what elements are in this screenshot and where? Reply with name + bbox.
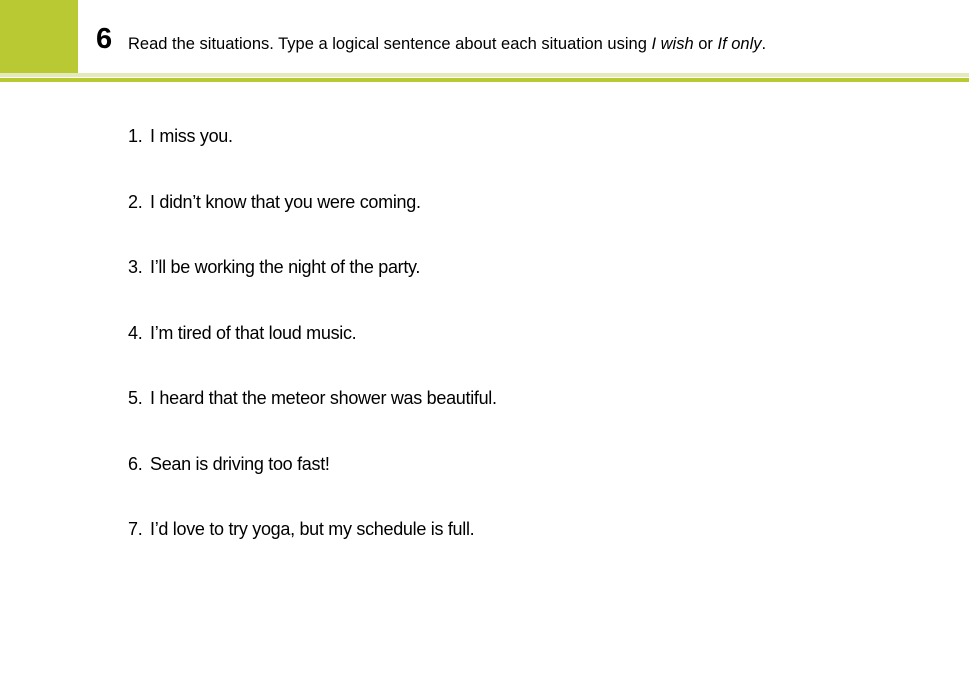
situation-item (128, 386, 497, 452)
situation-item (128, 255, 497, 321)
situation-list (128, 124, 497, 583)
header-rule (0, 78, 969, 82)
item-number: 7. (128, 519, 143, 539)
item-number: 2. (128, 191, 143, 212)
item-number: 5. (128, 388, 143, 408)
item-text: I’m tired of that loud music. (150, 322, 357, 343)
accent-block (0, 0, 78, 73)
item-number: 3. (128, 257, 143, 277)
situation-item (128, 190, 497, 256)
instruction-text-2: or (693, 35, 718, 53)
instruction-text-3: . (761, 35, 767, 53)
item-number: 4. (128, 322, 143, 343)
item-number: 1. (128, 126, 143, 146)
instruction-italic-1: I wish (651, 35, 694, 53)
exercise-instruction (128, 34, 766, 54)
exercise-header (0, 0, 969, 80)
situation-item (128, 517, 497, 583)
item-text: I didn’t know that you were coming. (150, 191, 421, 212)
header-shadow-rule (0, 73, 969, 77)
exercise-number: 6 (96, 23, 113, 55)
instruction-text-1: Read the situations. Type a logical sentence about each situation using (128, 35, 652, 53)
item-text: I heard that the meteor shower was beautiful. (150, 388, 497, 408)
item-text: I miss you. (150, 126, 233, 146)
item-number: 6. (128, 453, 143, 474)
situation-item (128, 321, 497, 387)
item-text: I’d love to try yoga, but my schedule is full. (150, 519, 475, 539)
item-text: I’ll be working the night of the party. (150, 257, 421, 277)
situation-item (128, 452, 497, 518)
item-text: Sean is driving too fast! (150, 453, 330, 474)
situation-item (128, 124, 497, 190)
instruction-italic-2: If only (717, 35, 762, 53)
